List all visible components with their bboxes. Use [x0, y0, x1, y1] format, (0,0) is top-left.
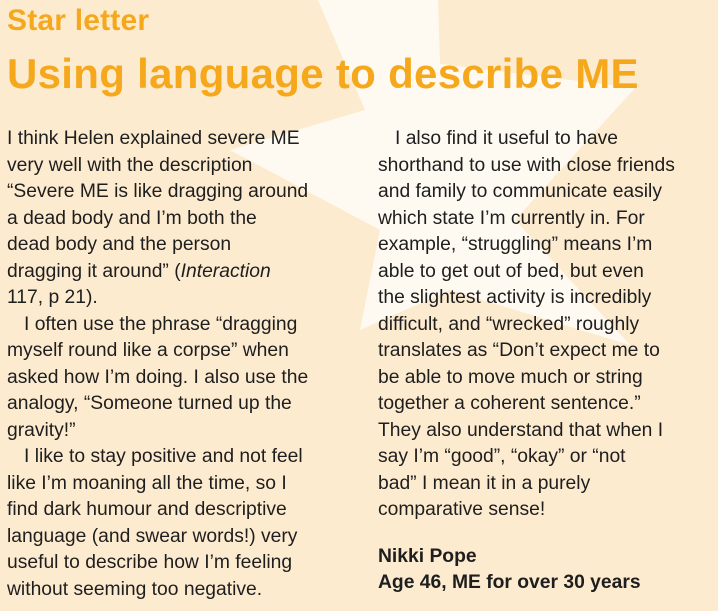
letter-line-text: together a coherent sentence.” — [378, 393, 641, 414]
letter-line-text: be able to move much or string — [378, 366, 643, 388]
letter-line-text: “Severe ME is like dragging around — [7, 181, 309, 202]
letter-line — [378, 365, 714, 392]
letter-line — [7, 232, 357, 259]
letter-line — [7, 577, 357, 604]
letter-line-text: shorthand to use with close friends — [378, 154, 675, 176]
letter-line-text: useful to describe how I’m feeling — [7, 552, 293, 573]
letter-line-text: able to get out of bed, but even — [378, 260, 644, 282]
letter-column-right-text — [378, 126, 714, 524]
letter-line — [378, 179, 714, 206]
letter-line — [7, 550, 357, 577]
letter-column-right — [378, 126, 714, 597]
letter-line-text: comparative sense! — [378, 499, 546, 520]
letter-line — [7, 391, 357, 418]
letter-line — [7, 285, 357, 312]
letter-line-text: I often use the phrase “dragging — [24, 313, 298, 335]
letter-line-text: I like to stay positive and not feel — [24, 446, 303, 467]
letter-line — [7, 444, 357, 471]
letter-line — [7, 259, 357, 286]
letter-line-text: I think Helen explained severe ME — [7, 128, 300, 149]
letter-line-text: difficult, and “wrecked” roughly — [378, 313, 640, 335]
letter-line-text: example, “struggling” means I’m — [378, 234, 653, 255]
letter-line — [7, 126, 357, 153]
letter-line-text: analogy, “Someone turned up the — [7, 393, 292, 414]
letter-line-text: without seeming too negative. — [7, 578, 263, 600]
letter-line-text: dragging it around” ( — [7, 260, 181, 282]
letter-line — [378, 232, 714, 259]
letter-signature — [378, 544, 714, 597]
letter-line-text: language (and swear words!) very — [7, 525, 298, 547]
author-details: Age 46, ME for over 30 years — [378, 572, 641, 593]
letter-line-text: bad” I mean it in a purely — [378, 472, 591, 494]
letter-line-text: 117, p 21). — [7, 287, 98, 308]
letter-line-text: gravity!” — [7, 419, 76, 441]
letter-line — [7, 312, 357, 339]
letter-line-text: which state I’m currently in. For — [378, 207, 645, 229]
letter-line — [378, 391, 714, 418]
letter-line — [378, 312, 714, 339]
letter-line-text: asked how I’m doing. I also use the — [7, 366, 309, 388]
letter-line — [378, 444, 714, 471]
author-name: Nikki Pope — [378, 545, 477, 567]
letter-line-text: dead body and the person — [7, 234, 232, 255]
letter-line-text: the slightest activity is incredibly — [378, 287, 652, 308]
letter-line — [7, 497, 357, 524]
letter-line — [378, 418, 714, 445]
letter-line — [7, 153, 357, 180]
letter-line — [7, 206, 357, 233]
letter-line-text: myself round like a corpse” when — [7, 340, 289, 361]
letter-line — [378, 206, 714, 233]
letter-line — [7, 418, 357, 445]
letter-line-text: They also understand that when I — [378, 419, 664, 441]
letter-line — [378, 285, 714, 312]
letter-column-left — [7, 126, 357, 603]
letter-line-text: a dead body and I’m both the — [7, 207, 257, 229]
letter-line-text: very well with the description — [7, 154, 253, 176]
letter-line — [7, 365, 357, 392]
letter-line — [7, 338, 357, 365]
letter-line — [378, 153, 714, 180]
letter-line-text: find dark humour and descriptive — [7, 499, 287, 520]
letter-line-text: like I’m moaning all the time, so I — [7, 472, 287, 494]
publication-title: Interaction — [180, 260, 271, 282]
letter-line — [7, 471, 357, 498]
letter-line-text: I also find it useful to have — [395, 128, 618, 149]
letter-headline: Using language to describe ME — [7, 50, 639, 97]
letter-line — [378, 259, 714, 286]
letter-line — [378, 126, 714, 153]
letter-line-text: and family to communicate easily — [378, 181, 662, 202]
letter-line — [378, 497, 714, 524]
letter-line — [378, 471, 714, 498]
letter-line-text: translates as “Don’t expect me to — [378, 340, 660, 361]
letter-line — [7, 179, 357, 206]
section-label: Star letter — [7, 4, 150, 37]
letter-line — [378, 338, 714, 365]
letter-line-text: say I’m “good”, “okay” or “not — [378, 446, 626, 467]
letter-line — [7, 524, 357, 551]
